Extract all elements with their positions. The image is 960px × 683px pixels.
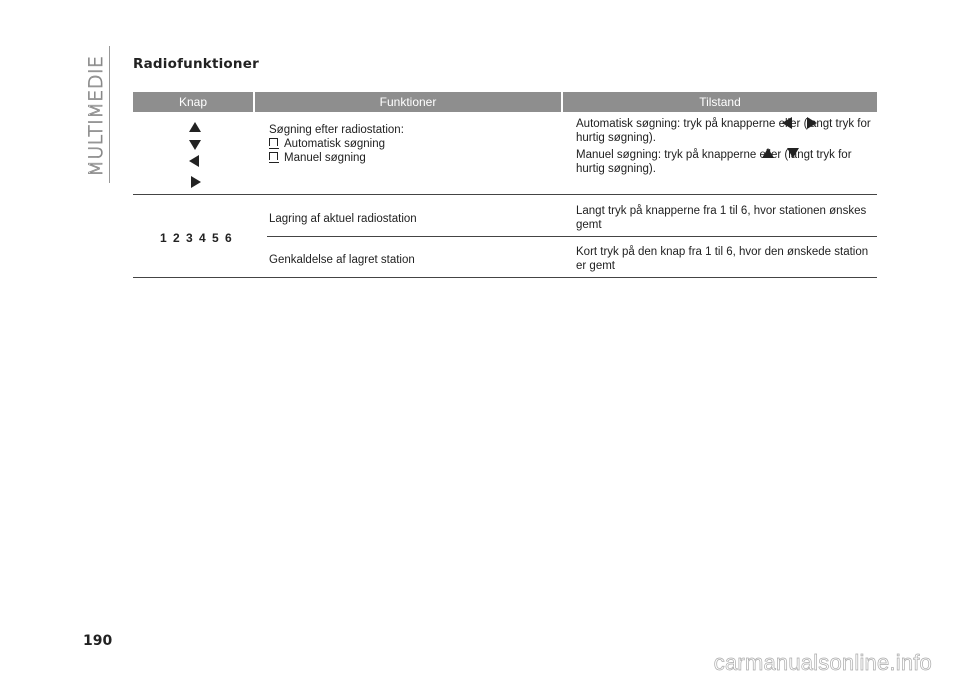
funktion-search [269, 123, 559, 165]
header-funktioner: Funktioner [255, 92, 561, 112]
funktion-recall: Genkaldelse af lagret station [269, 254, 415, 266]
bullet-icon [269, 138, 278, 146]
tilstand-auto-mid: eller [778, 118, 801, 130]
up-triangle-icon [762, 148, 774, 158]
bullet-icon [269, 152, 278, 160]
watermark: carmanualsonline.info [713, 650, 932, 675]
funktion-search-title: Søgning efter radiostation: [269, 124, 404, 136]
funktion-item-auto: Automatisk søgning [284, 138, 385, 150]
page-title: Radiofunktioner [133, 56, 259, 72]
tilstand-manual [576, 148, 877, 176]
tilstand-manual-prefix: Manuel søgning: tryk på knapperne [576, 149, 757, 161]
tilstand-auto-prefix: Automatisk søgning: tryk på knapperne [576, 118, 776, 130]
down-triangle-icon [787, 148, 799, 158]
up-triangle-icon [189, 122, 201, 132]
page-number: 190 [83, 633, 113, 649]
tilstand-manual-suffix: (langt tryk for hurtig søgning). [576, 149, 852, 175]
radio-functions-table [133, 92, 877, 278]
funktion-store: Lagring af aktuel radiostation [269, 213, 417, 225]
funktion-item-manual: Manuel søgning [284, 152, 366, 164]
section-tab-label: MULTIMEDIE [85, 55, 107, 177]
table-header [133, 92, 877, 112]
table-row [133, 112, 877, 195]
tilstand-auto-suffix: (langt tryk for hurtig søgning). [576, 118, 871, 144]
tilstand-manual-mid: eller [759, 149, 782, 161]
section-tab-rule [109, 46, 110, 183]
down-triangle-icon [189, 140, 201, 150]
left-triangle-icon [189, 155, 199, 167]
header-tilstand: Tilstand [563, 92, 877, 112]
left-triangle-icon [782, 117, 792, 129]
right-triangle-icon [191, 176, 201, 188]
seek-buttons [173, 120, 217, 192]
list-item [269, 151, 559, 165]
preset-buttons-label: 1 2 3 4 5 6 [160, 231, 234, 245]
tilstand-store: Langt tryk på knapperne fra 1 til 6, hvor stationen ønskes gemt [576, 205, 867, 231]
list-item [269, 137, 559, 151]
table-row [133, 195, 877, 278]
tilstand-search [576, 117, 877, 176]
tilstand-recall: Kort tryk på den knap fra 1 til 6, hvor den ønskede station er gemt [576, 246, 869, 272]
right-triangle-icon [807, 117, 817, 129]
header-knap: Knap [133, 92, 253, 112]
tilstand-auto [576, 117, 877, 145]
row-divider [267, 236, 877, 237]
